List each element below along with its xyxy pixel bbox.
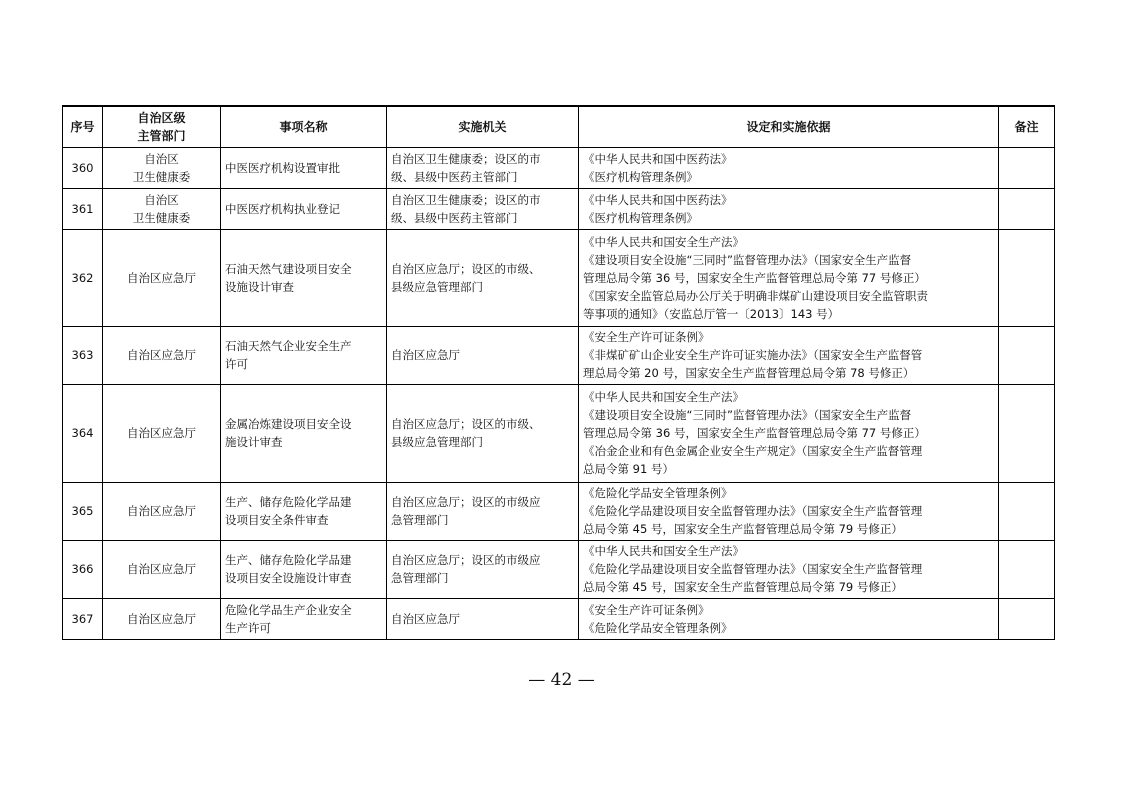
table-row [63,147,1055,188]
cell-basis-line: 《国家安全监管总局办公厅关于明确非煤矿山建设项目安全监管职责 [583,288,928,303]
cell-item-line: 设项目安全条件审查 [225,513,329,527]
cell-basis [579,540,999,598]
cell-basis-line: 《中华人民共和国中医药法》 [583,151,733,166]
cell-agency-line: 自治区卫生健康委；设区的市 [391,151,541,166]
cell-item-line: 石油天然气企业安全生产 [225,339,352,353]
cell-basis [579,147,999,188]
cell-basis [579,384,999,482]
cell-basis-line: 《危险化学品建设项目安全监督管理办法》（国家安全生产监督管理 [583,504,923,518]
cell-agency [387,384,579,482]
cell-dept-line: 自治区应急厅 [127,611,196,626]
cell-dept-line: 自治区应急厅 [127,348,196,362]
cell-agency [387,540,579,598]
cell-item [221,482,387,540]
cell-item [221,326,387,384]
cell-seq: 366 [63,540,103,598]
cell-dept [103,540,221,598]
cell-agency-line: 级、县级中医药主管部门 [391,210,518,225]
cell-item-line: 石油天然气建设项目安全 [225,261,352,276]
cell-dept-line: 自治区 [144,192,179,207]
cell-dept-line: 自治区应急厅 [127,562,196,576]
cell-basis-line: 《中华人民共和国中医药法》 [583,192,733,207]
cell-basis-line: 《中华人民共和国安全生产法》 [583,234,744,249]
cell-agency-line: 级、县级中医药主管部门 [391,169,518,184]
cell-remark [999,482,1055,540]
table-row [63,482,1055,540]
header-seq: 序号 [63,106,103,147]
cell-basis-line: 《冶金企业和有色金属企业安全生产规定》（国家安全生产监督管理 [583,444,923,458]
page-number: — 42 — [528,670,595,690]
cell-basis-line: 《建设项目安全设施“三同时”监督管理办法》（国家安全生产监督 [583,252,912,267]
cell-agency-line: 自治区应急厅；设区的市级、 [391,261,541,276]
cell-dept [103,229,221,326]
cell-dept-line: 卫生健康委 [132,210,191,225]
cell-basis [579,326,999,384]
cell-basis-line: 管理总局令第 36 号，国家安全生产监督管理总局令第 77 号修正） [583,270,926,285]
cell-agency-line: 县级应急管理部门 [391,435,483,449]
cell-basis-line: 总局令第 45 号，国家安全生产监督管理总局令第 79 号修正） [583,580,903,594]
cell-basis [579,482,999,540]
cell-seq: 360 [63,147,103,188]
cell-agency [387,229,579,326]
cell-item [221,540,387,598]
cell-item-line: 生产、储存危险化学品建 [225,495,352,509]
cell-agency-line: 急管理部门 [391,513,449,527]
cell-dept-line: 自治区应急厅 [127,270,196,285]
cell-item-line: 生产、储存危险化学品建 [225,553,352,567]
table-row [63,229,1055,326]
cell-seq: 364 [63,384,103,482]
cell-seq: 363 [63,326,103,384]
cell-basis-line: 《非煤矿矿山企业安全生产许可证实施办法》（国家安全生产监督管 [583,348,923,362]
table-row [63,188,1055,229]
cell-agency-line: 自治区应急厅 [391,348,460,362]
cell-dept [103,326,221,384]
cell-seq: 362 [63,229,103,326]
cell-agency [387,326,579,384]
cell-basis-line: 《医疗机构管理条例》 [583,210,698,225]
cell-dept [103,482,221,540]
cell-item [221,147,387,188]
cell-item-line: 中医医疗机构执业登记 [225,201,340,216]
cell-remark [999,229,1055,326]
cell-dept-line: 自治区 [144,151,179,166]
cell-basis-line: 《安全生产许可证条例》 [583,602,710,617]
cell-basis [579,188,999,229]
matters-table [62,105,1055,640]
cell-dept [103,188,221,229]
cell-basis-line: 理总局令第 20 号，国家安全生产监督管理总局令第 78 号修正） [583,366,915,380]
cell-agency [387,482,579,540]
header-agency: 实施机关 [387,106,579,147]
cell-agency [387,598,579,639]
cell-basis-line: 《安全生产许可证条例》 [583,330,710,344]
cell-remark [999,384,1055,482]
table-row [63,384,1055,482]
cell-basis-line: 总局令第 91 号） [583,462,674,476]
cell-dept-line: 卫生健康委 [132,169,191,184]
cell-item-line: 危险化学品生产企业安全 [225,602,352,617]
cell-agency [387,188,579,229]
cell-dept-line: 自治区应急厅 [127,426,196,440]
cell-remark [999,540,1055,598]
cell-agency-line: 自治区应急厅；设区的市级应 [391,553,541,567]
table-header-row [63,106,1055,147]
cell-item [221,188,387,229]
cell-seq: 365 [63,482,103,540]
cell-remark [999,326,1055,384]
cell-item-line: 许可 [225,357,248,371]
cell-basis [579,229,999,326]
cell-basis [579,598,999,639]
header-basis: 设定和实施依据 [579,106,999,147]
table-row [63,326,1055,384]
cell-basis-line: 《危险化学品建设项目安全监督管理办法》（国家安全生产监督管理 [583,562,923,576]
table-row [63,598,1055,639]
cell-remark [999,598,1055,639]
table-body [63,147,1055,639]
cell-agency-line: 自治区应急厅；设区的市级应 [391,495,541,509]
cell-item [221,229,387,326]
cell-item-line: 施设计审查 [225,435,283,449]
cell-dept [103,384,221,482]
cell-basis-line: 《医疗机构管理条例》 [583,169,698,184]
cell-seq: 361 [63,188,103,229]
cell-basis-line: 等事项的通知》（安监总厅管一〔2013〕143 号） [583,306,840,321]
cell-agency [387,147,579,188]
cell-item [221,598,387,639]
cell-agency-line: 自治区应急厅 [391,611,460,626]
cell-item-line: 设施设计审查 [225,279,294,294]
header-dept-line1: 自治区级 [137,110,186,125]
cell-basis-line: 《危险化学品安全管理条例》 [583,486,733,500]
cell-dept [103,598,221,639]
cell-item-line: 金属冶炼建设项目安全设 [225,417,352,431]
cell-basis-line: 管理总局令第 36 号，国家安全生产监督管理总局令第 77 号修正） [583,426,926,440]
cell-item-line: 设项目安全设施设计审查 [225,571,352,585]
cell-dept-line: 自治区应急厅 [127,504,196,518]
cell-item-line: 生产许可 [225,620,271,635]
cell-basis-line: 《中华人民共和国安全生产法》 [583,544,744,558]
cell-basis-line: 《建设项目安全设施“三同时”监督管理办法》（国家安全生产监督 [583,408,912,422]
cell-basis-line: 《危险化学品安全管理条例》 [583,620,733,635]
cell-agency-line: 自治区卫生健康委；设区的市 [391,192,541,207]
header-dept-line2: 主管部门 [137,128,186,143]
cell-basis-line: 总局令第 45 号，国家安全生产监督管理总局令第 79 号修正） [583,522,903,536]
table-row [63,540,1055,598]
cell-agency-line: 自治区应急厅；设区的市级、 [391,417,541,431]
cell-item-line: 中医医疗机构设置审批 [225,160,340,175]
header-remark: 备注 [999,106,1055,147]
cell-remark [999,147,1055,188]
cell-agency-line: 急管理部门 [391,571,449,585]
cell-agency-line: 县级应急管理部门 [391,279,483,294]
cell-dept [103,147,221,188]
cell-remark [999,188,1055,229]
header-item: 事项名称 [221,106,387,147]
cell-basis-line: 《中华人民共和国安全生产法》 [583,390,744,404]
cell-item [221,384,387,482]
header-dept [103,106,221,147]
cell-seq: 367 [63,598,103,639]
